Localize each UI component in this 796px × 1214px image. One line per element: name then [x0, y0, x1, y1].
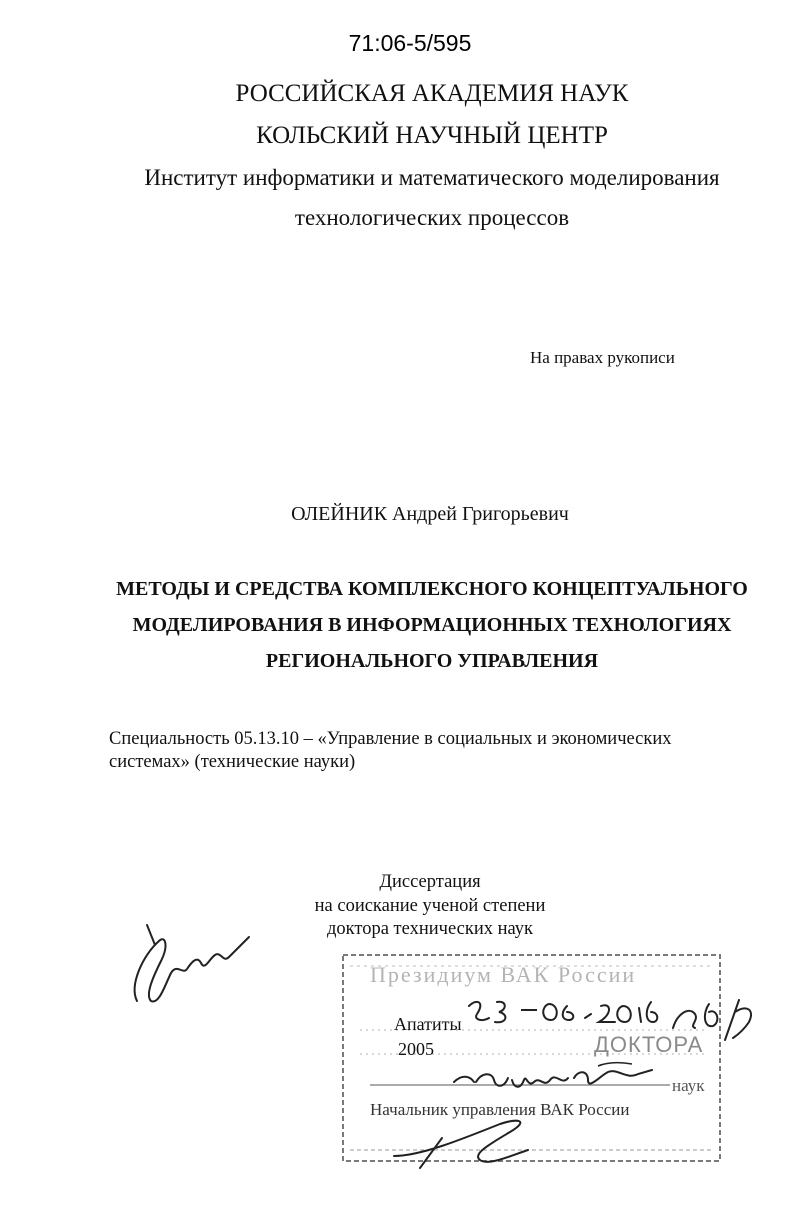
- thesis-title-line: РЕГИОНАЛЬНОГО УПРАВЛЕНИЯ: [265, 650, 599, 672]
- place-of-defense: Апатиты: [394, 1014, 462, 1034]
- thesis-title-line: МОДЕЛИРОВАНИЯ В ИНФОРМАЦИОННЫХ ТЕХНОЛОГИЯХ: [132, 614, 732, 636]
- stamp-field-suffix: наук: [672, 1076, 705, 1095]
- institute-name-line2: технологических процессов: [294, 205, 570, 230]
- registration-code: 71:06-5/595: [348, 30, 472, 56]
- author-name: ОЛЕЙНИК Андрей Григорьевич: [291, 503, 569, 525]
- specialty-line: Специальность 05.13.10 – «Управление в социальных и экономических: [109, 729, 672, 749]
- dissertation-line: доктора технических наук: [326, 919, 534, 939]
- stamp-header: Президиум ВАК России: [370, 962, 637, 987]
- year: 2005: [398, 1039, 434, 1059]
- dissertation-line: на соискание ученой степени: [314, 896, 546, 916]
- manuscript-rights-note: На правах рукописи: [530, 348, 675, 367]
- academy-name: РОССИЙСКАЯ АКАДЕМИЯ НАУК: [235, 80, 629, 107]
- dissertation-line: Диссертация: [379, 872, 481, 892]
- stamp-chief: Начальник управления ВАК России: [370, 1100, 630, 1119]
- stamp-degree: ДОКТОРА: [594, 1032, 704, 1057]
- specialty-line: системах» (технические науки): [109, 752, 356, 772]
- handwritten-date-number: [463, 992, 763, 1047]
- handwritten-field-word: [448, 1058, 658, 1098]
- science-center-name: КОЛЬСКИЙ НАУЧНЫЙ ЦЕНТР: [256, 122, 608, 149]
- thesis-title-line: МЕТОДЫ И СРЕДСТВА КОМПЛЕКСНОГО КОНЦЕПТУАЛЬНОГО: [116, 578, 748, 600]
- handwritten-signature-stamp: [380, 1110, 540, 1170]
- handwritten-signature-left: [125, 915, 260, 1010]
- institute-name-line1: Институт информатики и математического моделирования: [144, 165, 720, 190]
